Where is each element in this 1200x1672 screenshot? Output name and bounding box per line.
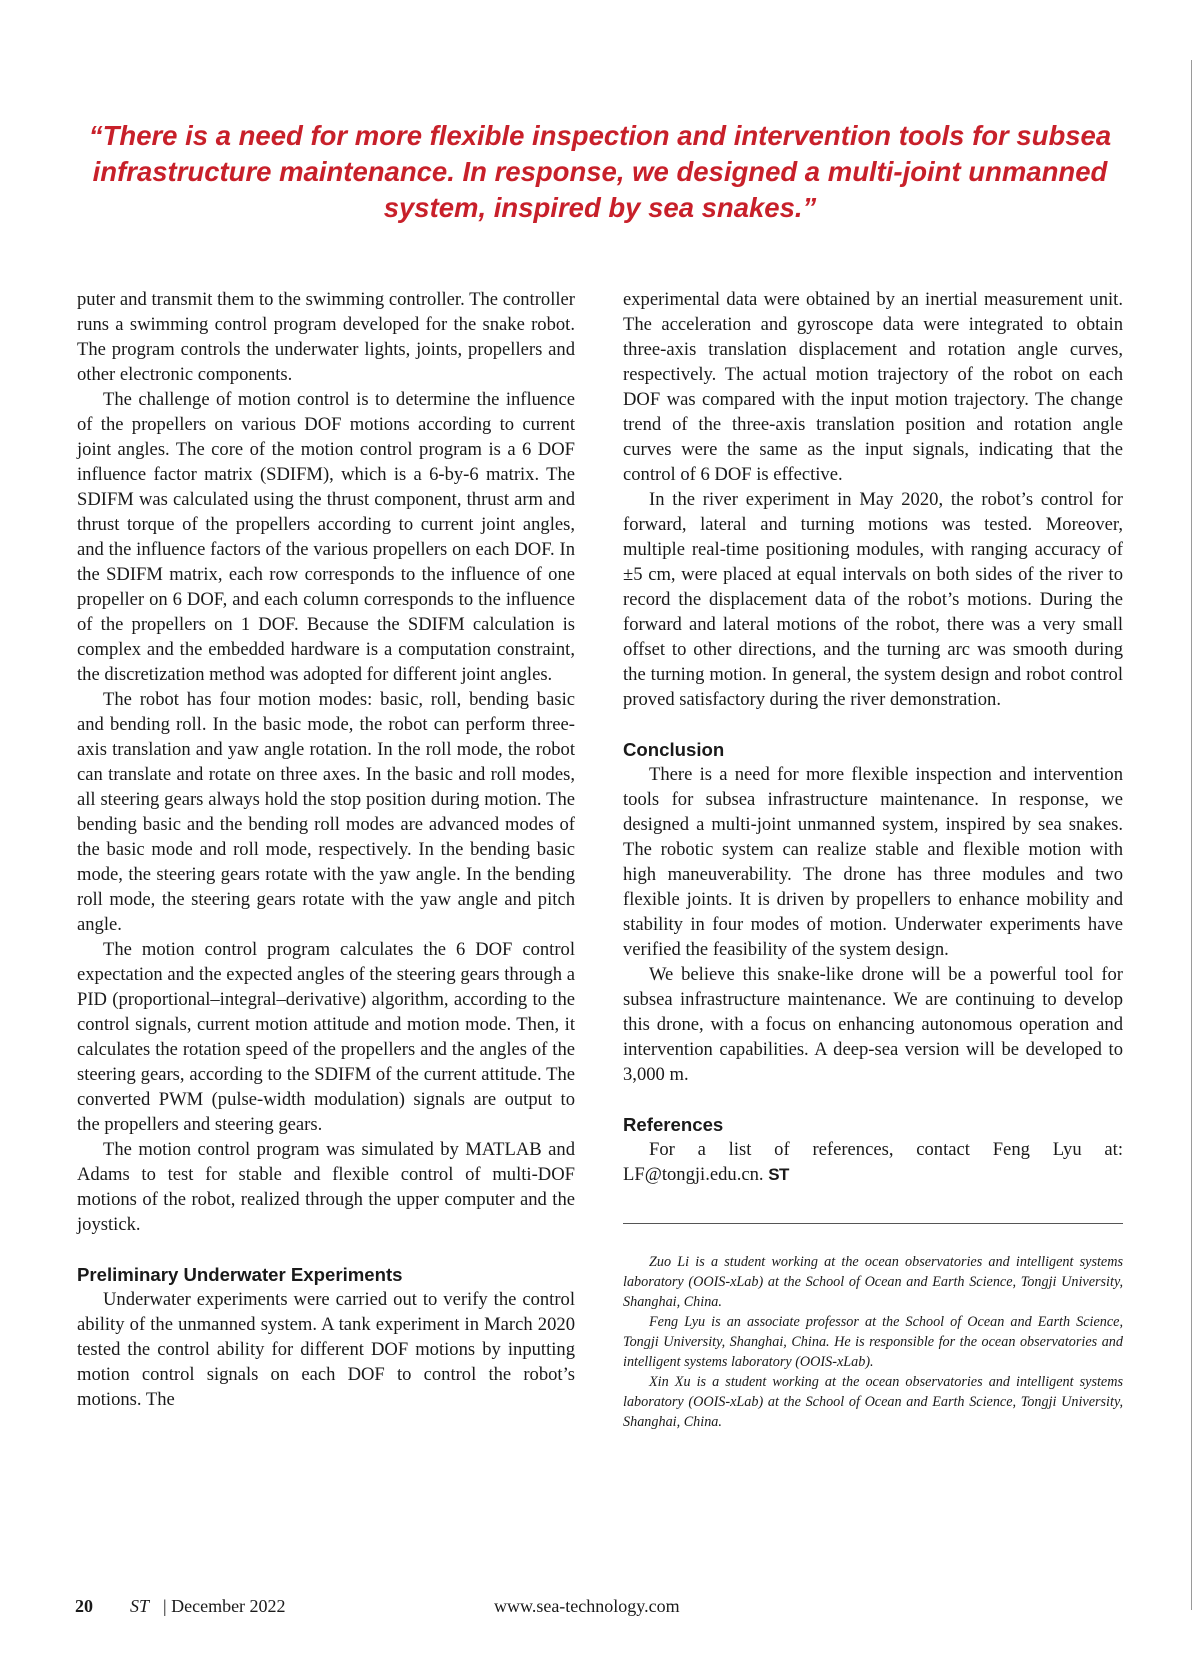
body-paragraph: experimental data were obtained by an inertial measurement unit. The acceleration and gyroscope data were integrated to obtain three-axis translation displacement and rotation angle curves, respectively. The actual motion trajectory of the robot on each DOF was compared with the input motion trajectory. The change trend of the three-axis translation position and rotation angle curves were the same as the input signals, indicating that the control of 6 DOF is effective.	[623, 289, 1123, 485]
magazine-name: ST	[130, 1596, 150, 1616]
body-paragraph: We believe this snake-like drone will be a powerful tool for subsea infrastructure maintenance. We are continuing to develop this drone, with a focus on enhancing autonomous operation and intervention capabilities. A deep-sea version will be developed to 3,000 m.	[623, 964, 1123, 1085]
body-paragraph: puter and transmit them to the swimming controller. The controller runs a swimming control program developed for the snake robot. The program controls the underwater lights, joints, propellers and other electronic components.	[77, 289, 575, 385]
body-paragraph: The challenge of motion control is to determine the influence of the propellers on various DOF motions according to current joint angles. The core of the motion control program is a 6 DOF influence factor matrix (SDIFM), which is a 6-by-6 matrix. The SDIFM was calculated using the thrust component, thrust arm and thrust torque of the propellers according to current joint angles, and the influence factors of the various propellers on each DOF. In the SDIFM matrix, each row corresponds to the influence of one propeller on 6 DOF, and each column corresponds to the influence of the propellers on 1 DOF. Because the SDIFM calculation is complex and the embedded hardware is a computation constraint, the discretization method was adopted for different joint angles.	[77, 389, 575, 685]
page-footer	[75, 1594, 1125, 1618]
author-bio: Feng Lyu is an associate professor at the School of Ocean and Earth Science, Tongji University, Shanghai, China. He is responsible for the ocean observatories and intelligent systems laboratory (OOIS-xLab).	[623, 1314, 1123, 1370]
section-gap	[77, 1237, 575, 1262]
references-text: For a list of references, contact Feng Lyu at: LF@tongji.edu.cn.	[623, 1139, 1123, 1185]
body-paragraph: The robot has four motion modes: basic, roll, bending basic and bending roll. In the basic mode, the robot can perform three-axis translation and yaw angle rotation. In the roll mode, the robot can translate and rotate on three axes. In the basic and roll modes, all steering gears always hold the stop position during motion. The bending basic and the bending roll modes are advanced modes of the basic mode and roll mode, respectively. In the bending basic mode, the steering gears rotate with the yaw angle. In the bending roll mode, the steering gears rotate with the yaw angle and pitch angle.	[77, 689, 575, 935]
page-number: 20	[75, 1596, 93, 1616]
left-column	[77, 287, 575, 1412]
section-heading-references: References	[623, 1114, 724, 1135]
author-bio: Xin Xu is a student working at the ocean observatories and intelligent systems laboratory (OOIS-xLab) at the School of Ocean and Earth Science, Tongji University, Shanghai, China.	[623, 1374, 1123, 1430]
body-paragraph: In the river experiment in May 2020, the robot’s control for forward, lateral and turning motions was tested. Moreover, multiple real-time positioning modules, with ranging accuracy of ±5 cm, were placed at equal intervals on both sides of the river to record the displacement data of the robot’s motions. During the forward and lateral motions of the robot, there was a very small offset to other directions, and the turning arc was smooth during the turning motion. In general, the system design and robot control proved satisfactory during the river demonstration.	[623, 489, 1123, 710]
section-gap	[623, 1087, 1123, 1112]
body-paragraph: Underwater experiments were carried out to verify the control ability of the unmanned system. A tank experiment in March 2020 tested the control ability for different DOF motions by inputting motion control signals on each DOF to control the robot’s motions. The	[77, 1289, 575, 1410]
body-paragraph: The motion control program calculates the 6 DOF control expectation and the expected angles of the steering gears through a PID (proportional–integral–derivative) algorithm, according to the control signals, current motion attitude and motion mode. Then, it calculates the rotation speed of the propellers and the angles of the steering gears, according to the SDIFM of the current attitude. The converted PWM (pulse-width modulation) signals are output to the propellers and steering gears.	[77, 939, 575, 1135]
right-column	[623, 287, 1123, 1432]
section-gap	[623, 712, 1123, 737]
page-edge-rule	[1191, 60, 1192, 1610]
author-bio: Zuo Li is a student working at the ocean observatories and intelligent systems laboratory (OOIS-xLab) at the School of Ocean and Earth Science, Tongji University, Shanghai, China.	[623, 1254, 1123, 1310]
issue-date: | December 2022	[163, 1596, 286, 1616]
section-heading-conclusion: Conclusion	[623, 739, 725, 760]
website-url: www.sea-technology.com	[494, 1596, 680, 1616]
pull-quote: “There is a need for more flexible inspection and intervention tools for subsea infrastructure maintenance. In response, we designed a multi-joint unmanned system, inspired by sea snakes.”	[88, 120, 1112, 223]
section-heading-experiments: Preliminary Underwater Experiments	[77, 1264, 403, 1285]
body-paragraph: The motion control program was simulated by MATLAB and Adams to test for stable and flexible control of multi-DOF motions of the robot, realized through the upper computer and the joystick.	[77, 1139, 575, 1235]
body-paragraph: There is a need for more flexible inspection and intervention tools for subsea infrastructure maintenance. In response, we designed a multi-joint unmanned system, inspired by sea snakes. The robotic system can realize stable and flexible motion with high maneuverability. The drone has three modules and two flexible joints. It is driven by propellers to enhance mobility and stability in four modes of motion. Underwater experiments have verified the feasibility of the system design.	[623, 764, 1123, 960]
bio-divider	[623, 1223, 1123, 1224]
end-mark-st: ST	[768, 1165, 789, 1184]
references-paragraph	[623, 1137, 1123, 1187]
